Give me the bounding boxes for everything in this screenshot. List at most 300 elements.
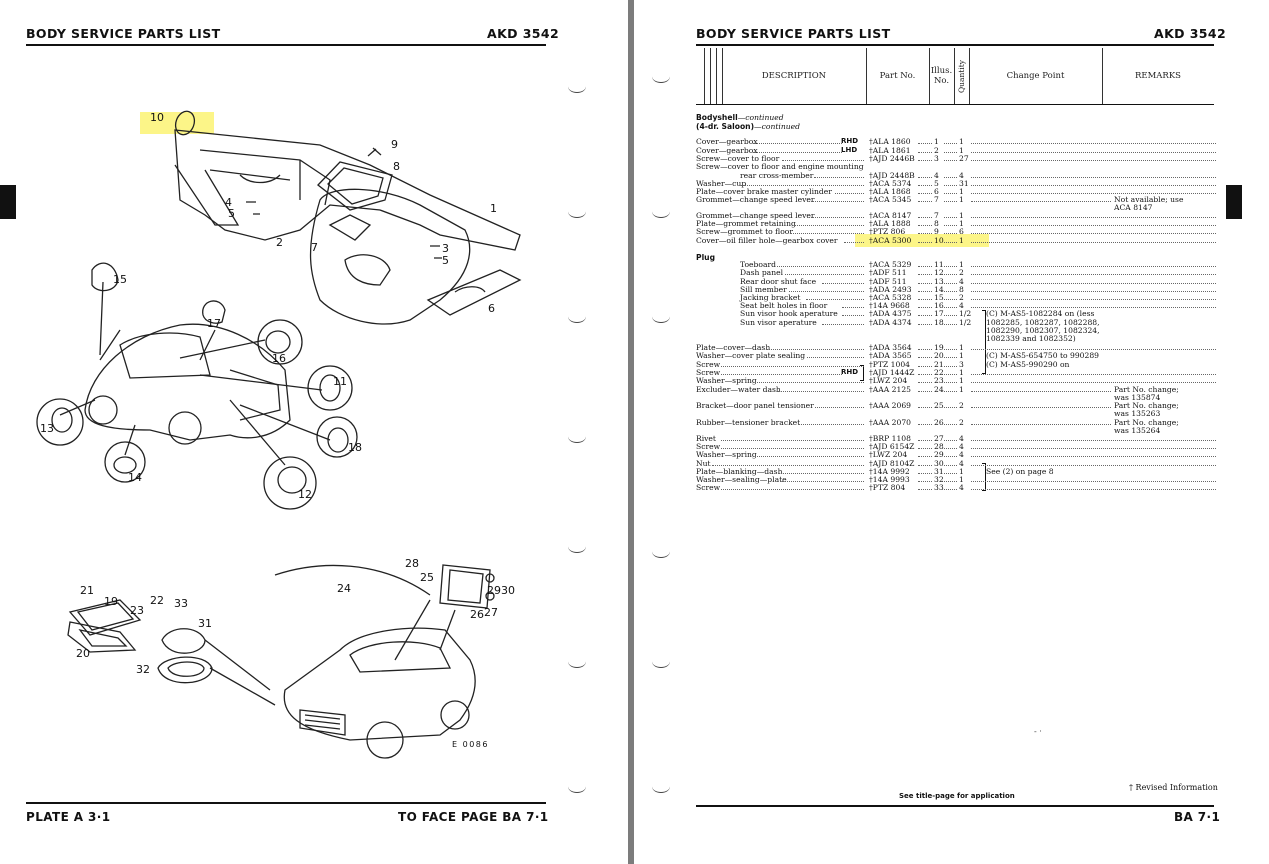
drawing-code: E 0086 [452, 740, 489, 749]
dotted-leader [918, 160, 932, 161]
part-description: Plate—cover—dash [696, 343, 771, 352]
dotted-leader [918, 407, 932, 408]
dotted-leader [918, 193, 932, 194]
dotted-leader [918, 307, 932, 308]
illus-number: 19 [934, 343, 944, 352]
dotted-leader [790, 233, 864, 234]
dotted-leader [971, 242, 1216, 243]
dotted-leader [918, 201, 932, 202]
right-header-ref: AKD 3542 [1154, 26, 1227, 41]
dotted-leader [971, 217, 1216, 218]
illus-number: 24 [934, 385, 944, 394]
dotted-leader [944, 481, 957, 482]
dash-mark: ‑ · [1034, 727, 1042, 736]
dotted-leader [918, 324, 932, 325]
dotted-leader [944, 266, 957, 267]
illus-number: 27 [934, 434, 944, 443]
dotted-leader [918, 283, 932, 284]
dotted-leader [944, 366, 957, 367]
dotted-leader [918, 233, 932, 234]
table-header-rule [696, 104, 1214, 105]
part-description: Toeboard [740, 260, 776, 269]
part-description: Jacking bracket [740, 293, 801, 302]
dotted-leader [918, 357, 932, 358]
dotted-leader [944, 448, 957, 449]
part-description: Plate—blanking—dash [696, 467, 783, 476]
column-divider [710, 48, 711, 104]
part-number: †PTZ 806 [869, 227, 906, 236]
dotted-leader [918, 489, 932, 490]
dotted-leader [918, 143, 932, 144]
callout-label: 17 [207, 317, 221, 330]
callout-label: 30 [501, 584, 515, 597]
part-number: †LWZ 204 [869, 376, 908, 385]
quantity: 3 [959, 360, 964, 369]
quantity: 1 [959, 376, 964, 385]
part-description: Rubber—tensioner bracket [696, 418, 801, 427]
part-number: †AAA 2070 [869, 418, 911, 427]
illus-number: 8 [934, 219, 939, 228]
callout-label: 32 [136, 663, 150, 676]
dotted-leader [944, 315, 957, 316]
dotted-leader [918, 374, 932, 375]
section-plug: Plug [696, 253, 716, 262]
illus-number: 29 [934, 450, 944, 459]
dotted-leader [971, 193, 1216, 194]
dotted-leader [822, 283, 864, 284]
dotted-leader [721, 448, 865, 449]
dotted-leader [944, 193, 957, 194]
part-description: Rivet [696, 434, 716, 443]
part-number: †ADA 2493 [869, 285, 912, 294]
hand-drive-tag: RHD [841, 137, 859, 145]
dotted-leader [918, 391, 932, 392]
callout-label: 23 [130, 604, 144, 617]
part-number: †ALA 1888 [869, 219, 911, 228]
illus-number: 14 [934, 285, 944, 294]
quantity: 1 [959, 475, 964, 484]
illus-number: 4 [934, 171, 939, 180]
part-number: †AAA 2069 [869, 401, 911, 410]
callout-label: 33 [174, 597, 188, 610]
dotted-leader [944, 299, 957, 300]
part-number: †LWZ 204 [869, 450, 908, 459]
part-number: †14A 9993 [869, 475, 910, 484]
illus-number: 11 [934, 260, 944, 269]
quantity: 4 [959, 459, 964, 468]
part-number: †ALA 1868 [869, 187, 911, 196]
illus-number: 2 [934, 146, 939, 155]
part-number: †ADA 3565 [869, 351, 912, 360]
dotted-leader [971, 291, 1216, 292]
table-row [696, 309, 1216, 318]
quantity: 2 [959, 268, 964, 277]
dotted-leader [782, 481, 864, 482]
dotted-leader [944, 374, 957, 375]
left-header-ref: AKD 3542 [487, 26, 560, 41]
hand-drive-tag: RHD [841, 368, 859, 376]
dotted-leader [918, 185, 932, 186]
part-number: †ACA 5328 [869, 293, 912, 302]
callout-label: 2 [276, 236, 283, 249]
dotted-leader [766, 349, 864, 350]
left-footer-rule [26, 802, 546, 804]
illus-number: 25 [934, 401, 944, 410]
quantity: 4 [959, 434, 964, 443]
part-number: †ADF 511 [869, 268, 907, 277]
dotted-leader [971, 307, 1216, 308]
quantity: 4 [959, 171, 964, 180]
callout-label: 5 [228, 207, 235, 220]
title-page-note: See title-page for application [899, 792, 1015, 800]
page-curl-mark [652, 310, 670, 323]
part-description: Bracket—door panel tensioner [696, 401, 814, 410]
col-illus-no: Illus. No. [930, 65, 953, 86]
dotted-leader [918, 349, 932, 350]
dotted-leader [971, 465, 1216, 466]
dotted-leader [918, 299, 932, 300]
dotted-leader [971, 448, 1216, 449]
dotted-leader [835, 193, 864, 194]
illus-number: 23 [934, 376, 944, 385]
dotted-leader [944, 440, 957, 441]
part-description: rear cross-member [740, 171, 814, 180]
dotted-leader [918, 481, 932, 482]
quantity: 4 [959, 450, 964, 459]
dotted-leader [971, 481, 1216, 482]
callout-label: 19 [104, 595, 118, 608]
dotted-leader [918, 465, 932, 466]
part-description: Screw—grommet to floor [696, 227, 793, 236]
section-title: Bodyshell [696, 113, 738, 122]
left-header-title: BODY SERVICE PARTS LIST [26, 26, 221, 41]
dotted-leader [918, 266, 932, 267]
dotted-leader [918, 424, 932, 425]
part-number: †ADA 4375 [869, 309, 912, 318]
illus-number: 21 [934, 360, 944, 369]
part-description: Screw [696, 442, 721, 451]
part-description: Grommet—change speed lever [696, 211, 815, 220]
illus-number: 3 [934, 154, 939, 163]
callout-label: 12 [298, 488, 312, 501]
part-description: Cover—oil filler hole—gearbox cover [696, 236, 838, 245]
dotted-leader [971, 440, 1216, 441]
dotted-leader [806, 299, 865, 300]
quantity: 1 [959, 211, 964, 220]
dotted-leader [918, 315, 932, 316]
parts-illustration [0, 0, 628, 864]
quantity: 4 [959, 301, 964, 310]
dotted-leader [971, 266, 1216, 267]
right-header-title: BODY SERVICE PARTS LIST [696, 26, 891, 41]
illus-number: 17 [934, 309, 944, 318]
column-divider [716, 48, 717, 104]
quantity: 4 [959, 277, 964, 286]
quantity: 1/2 [959, 309, 972, 318]
callout-label: 29 [487, 584, 501, 597]
part-description: Screw [696, 368, 721, 377]
dotted-leader [944, 291, 957, 292]
quantity: 1 [959, 195, 964, 204]
table-row [696, 409, 1216, 418]
quantity: 1 [959, 467, 964, 476]
part-description: Screw [696, 483, 721, 492]
illus-number: 12 [934, 268, 944, 277]
callout-label: 5 [442, 254, 449, 267]
page-curl-mark [652, 780, 670, 793]
quantity: 1 [959, 343, 964, 352]
part-number: †PTZ 1004 [869, 360, 910, 369]
part-number: †ADA 3564 [869, 343, 912, 352]
dotted-leader [822, 324, 864, 325]
page-curl-mark [652, 70, 670, 83]
quantity: 1 [959, 385, 964, 394]
quantity: 4 [959, 483, 964, 492]
dotted-leader [753, 143, 842, 144]
illus-number: 15 [934, 293, 944, 302]
dotted-leader [807, 201, 864, 202]
dotted-leader [789, 291, 864, 292]
callout-label: 20 [76, 647, 90, 660]
illus-number: 28 [934, 442, 944, 451]
table-row [696, 227, 1216, 236]
quantity: 1 [959, 351, 964, 360]
table-row [696, 483, 1216, 492]
callout-label: 7 [311, 241, 318, 254]
dotted-leader [971, 185, 1216, 186]
dotted-leader [778, 473, 864, 474]
remarks: Part No. change; [1114, 385, 1179, 394]
callout-label: 11 [333, 375, 347, 388]
table-row [696, 268, 1216, 277]
part-description: Plate—cover brake master cylinder [696, 187, 832, 196]
dotted-leader [971, 349, 1216, 350]
dotted-leader [798, 424, 864, 425]
dotted-leader [842, 307, 864, 308]
quantity: 1 [959, 187, 964, 196]
dotted-leader [971, 274, 1216, 275]
dotted-leader [944, 283, 957, 284]
quantity: 6 [959, 227, 964, 236]
dotted-leader [721, 440, 865, 441]
callout-label: 27 [484, 606, 498, 619]
illus-number: 33 [934, 483, 944, 492]
callout-label: 1 [490, 202, 497, 215]
part-description: Grommet—change speed lever [696, 195, 815, 204]
table-row [696, 376, 1216, 385]
dotted-leader [944, 217, 957, 218]
remarks: ACA 8147 [1114, 203, 1153, 212]
dotted-leader [971, 160, 1216, 161]
part-number: †14A 9668 [869, 301, 910, 310]
callout-label: 15 [113, 273, 127, 286]
table-row [696, 450, 1216, 459]
dotted-leader [918, 242, 932, 243]
dotted-leader [785, 274, 864, 275]
dotted-leader [971, 201, 1111, 202]
part-description: Washer—cover plate sealing [696, 351, 806, 360]
illus-number: 1 [934, 137, 939, 146]
callout-label: 16 [272, 352, 286, 365]
remarks: Part No. change; [1114, 418, 1179, 427]
callout-label: 25 [420, 571, 434, 584]
col-remarks: REMARKS [1134, 70, 1182, 81]
illus-number: 22 [934, 368, 944, 377]
dotted-leader [944, 242, 957, 243]
illus-number: 10 [934, 236, 944, 245]
illus-number: 9 [934, 227, 939, 236]
part-description: Seat belt holes in floor [740, 301, 828, 310]
dotted-leader [918, 448, 932, 449]
callout-label: 8 [393, 160, 400, 173]
illus-number: 13 [934, 277, 944, 286]
dotted-leader [918, 366, 932, 367]
callout-label: 3 [442, 242, 449, 255]
dotted-leader [971, 152, 1216, 153]
part-description: Screw—cover to floor [696, 154, 780, 163]
page-curl-mark [652, 655, 670, 668]
remarks: was 135874 [1114, 393, 1161, 402]
change-point: 1082285, 1082287, 1082288, [986, 318, 1100, 327]
part-description: Washer—spring [696, 450, 757, 459]
dotted-leader [777, 266, 864, 267]
table-row [696, 334, 1216, 343]
dotted-leader [971, 233, 1216, 234]
dotted-leader [918, 274, 932, 275]
dotted-leader [753, 382, 864, 383]
dotted-leader [807, 217, 864, 218]
part-number: †AJD 8104Z [869, 459, 915, 468]
dotted-leader [741, 185, 864, 186]
dotted-leader [944, 201, 957, 202]
table-row [696, 351, 1216, 360]
hand-drive-tag: LHD [841, 146, 858, 154]
callout-label: 24 [337, 582, 351, 595]
remarks: was 135264 [1114, 426, 1161, 435]
right-footer-rule [696, 805, 1214, 807]
part-number: †ADA 4374 [869, 318, 912, 327]
part-number: †PTZ 804 [869, 483, 906, 492]
part-number: †ADF 511 [869, 277, 907, 286]
dotted-leader [944, 307, 957, 308]
table-row [696, 162, 1216, 171]
part-number: †ACA 8147 [869, 211, 912, 220]
left-page [0, 0, 628, 864]
dotted-leader [721, 374, 843, 375]
illus-number: 31 [934, 467, 944, 476]
revised-info-note: † Revised Information [1129, 783, 1218, 792]
dotted-leader [971, 424, 1111, 425]
callout-label: 4 [225, 196, 232, 209]
section-bodyshell [696, 113, 784, 122]
dotted-leader [944, 407, 957, 408]
dotted-leader [753, 152, 842, 153]
part-description: Rear door shut face [740, 277, 817, 286]
callout-label: 28 [405, 557, 419, 570]
dotted-leader [918, 473, 932, 474]
illus-number: 6 [934, 187, 939, 196]
part-number: †BRP 1108 [869, 434, 911, 443]
dotted-leader [944, 465, 957, 466]
dotted-leader [794, 225, 864, 226]
dotted-leader [944, 225, 957, 226]
dotted-leader [944, 473, 957, 474]
plate-label: PLATE A 3·1 [26, 810, 111, 824]
face-page-label: TO FACE PAGE BA 7·1 [398, 810, 549, 824]
callout-label: 10 [150, 111, 164, 124]
illus-number: 18 [934, 318, 944, 327]
dotted-leader [971, 382, 1216, 383]
dotted-leader [971, 225, 1216, 226]
col-description: DESCRIPTION [761, 70, 827, 81]
remarks: Part No. change; [1114, 401, 1179, 410]
dotted-leader [944, 391, 957, 392]
dotted-leader [944, 349, 957, 350]
dotted-leader [944, 424, 957, 425]
part-description: Dash panel [740, 268, 784, 277]
dotted-leader [944, 324, 957, 325]
right-page [634, 0, 1269, 864]
dotted-leader [918, 382, 932, 383]
dotted-leader [944, 489, 957, 490]
dotted-leader [918, 225, 932, 226]
dotted-leader [721, 366, 865, 367]
quantity: 8 [959, 285, 964, 294]
part-number: †ACA 5345 [869, 195, 912, 204]
dotted-leader [807, 357, 864, 358]
table-row [696, 137, 1216, 146]
dotted-leader [815, 407, 864, 408]
quantity: 1 [959, 137, 964, 146]
part-description: Nut [696, 459, 711, 468]
col-change-point: Change Point [1006, 70, 1065, 81]
part-description: Washer—spring [696, 376, 757, 385]
dotted-leader [944, 160, 957, 161]
quantity: 1 [959, 219, 964, 228]
dotted-leader [944, 143, 957, 144]
part-description: Cover—gearbox [696, 146, 758, 155]
right-thumb-tab [1226, 185, 1242, 219]
callout-label: 14 [128, 471, 142, 484]
dotted-leader [944, 357, 957, 358]
dotted-leader [971, 456, 1216, 457]
callout-label: 18 [348, 441, 362, 454]
part-description: Washer—cup [696, 179, 747, 188]
part-number: †AAA 2125 [869, 385, 911, 394]
part-number: †AJD 2448B [869, 171, 915, 180]
part-description: Washer—sealing—plate [696, 475, 787, 484]
callout-label: 26 [470, 608, 484, 621]
change-point: 1082290, 1082307, 1082324, [986, 326, 1100, 335]
page-curl-mark [652, 205, 670, 218]
part-description: Sun visor aperature [740, 318, 817, 327]
quantity: 2 [959, 418, 964, 427]
part-number: †AJD 1444Z [869, 368, 915, 377]
dotted-leader [971, 299, 1216, 300]
dotted-leader [918, 217, 932, 218]
dotted-leader [971, 177, 1216, 178]
section-continued: —continued [754, 122, 800, 131]
callout-label: 6 [488, 302, 495, 315]
col-quantity-cell [954, 48, 969, 104]
dotted-leader [721, 489, 865, 490]
illus-number: 7 [934, 211, 939, 220]
illus-number: 20 [934, 351, 944, 360]
col-part-no: Part No. [879, 70, 916, 81]
quantity: 4 [959, 442, 964, 451]
callout-label: 21 [80, 584, 94, 597]
callout-label: 31 [198, 617, 212, 630]
